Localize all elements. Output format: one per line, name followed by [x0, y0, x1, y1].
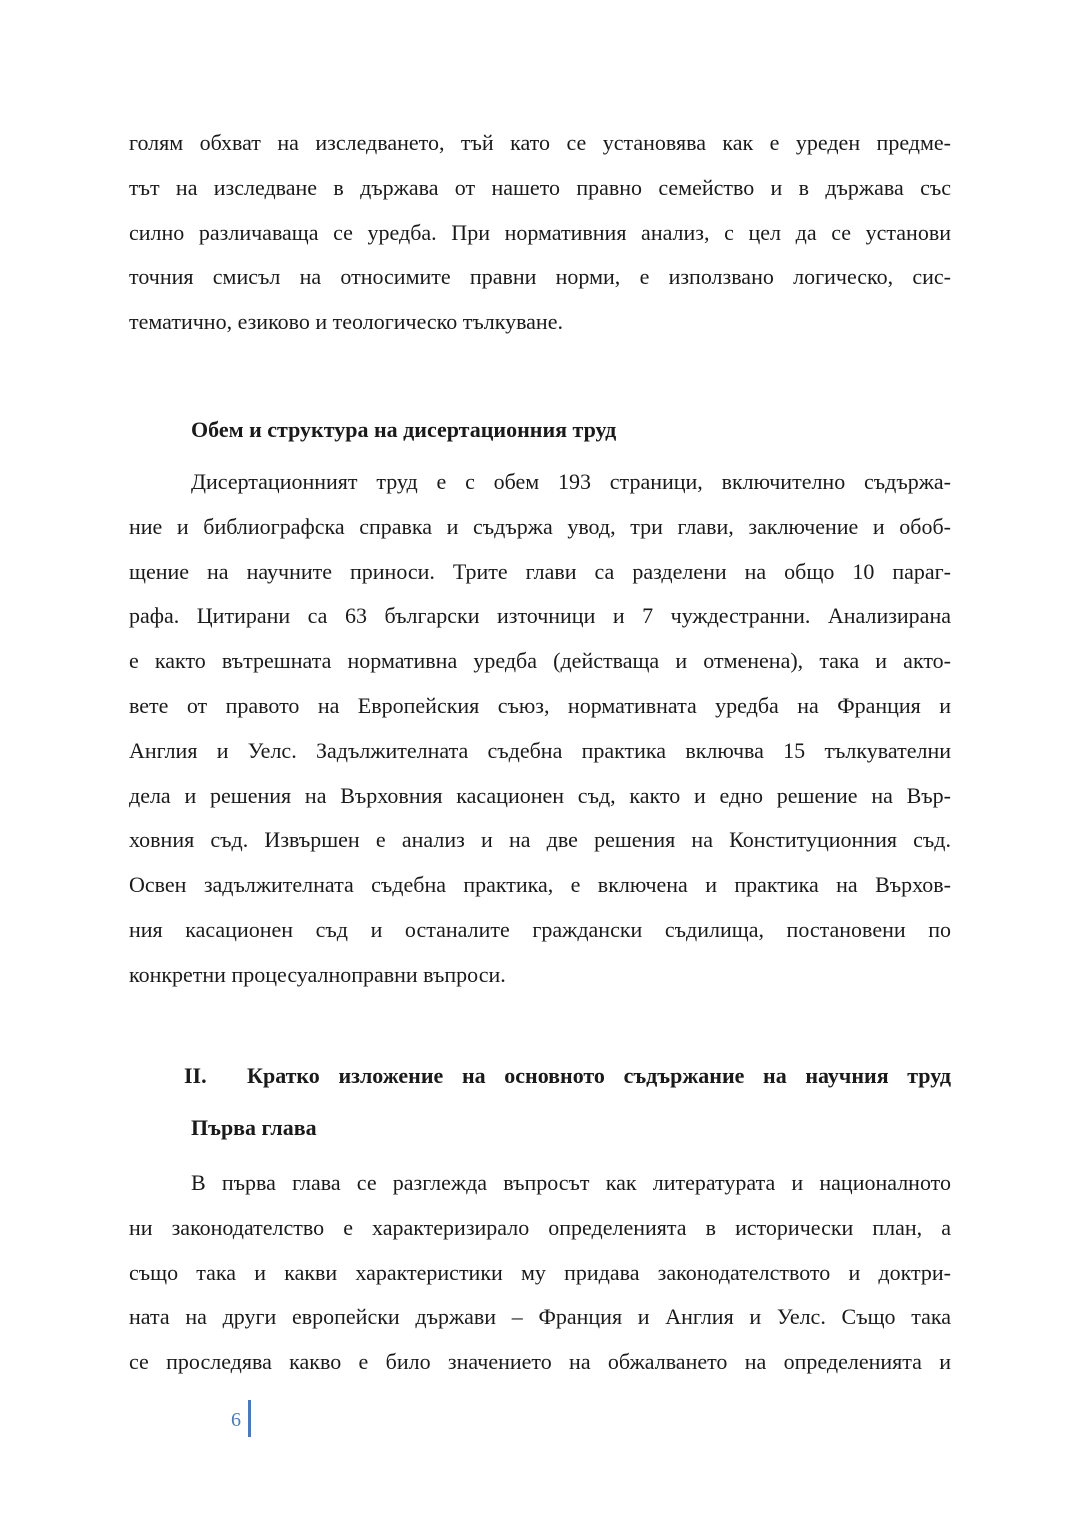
- text-line: Англия и Уелс. Задължителната съдебна практика включва 15 тълкувателни: [129, 737, 951, 763]
- text-line: ния касационен съд и останалите граждански съдилища, постановени по: [129, 916, 951, 942]
- section-title-text: Кратко изложение на основното съдържание на научния труд: [247, 1063, 951, 1088]
- paragraph-methodology: [129, 121, 951, 345]
- text-line: ната на други европейски държави – Франция и Англия и Уелс. Също така: [129, 1304, 951, 1330]
- text-line: е както вътрешната нормативна уредба (действаща и отменена), така и акто-: [129, 648, 951, 674]
- page-number: 6: [231, 1409, 241, 1431]
- page-number-bar: [248, 1400, 251, 1437]
- section-ii-heading: [129, 1054, 951, 1099]
- text-line: се проследява какво е било значението на обжалването на определенията и: [129, 1349, 951, 1375]
- text-line: конкретни процесуалноправни въпроси.: [129, 961, 506, 987]
- heading-volume-structure: [129, 408, 951, 453]
- section-heading: Обем и структура на дисертационния труд: [191, 417, 617, 442]
- section-title: [129, 1054, 951, 1099]
- text-line: дела и решения на Върховния касационен съд, както и едно решение на Вър-: [129, 782, 951, 808]
- text-line: тът на изследване в държава от нашето правно семейство и в държава със: [129, 174, 951, 200]
- text-line: ни законодателство е характеризирало определенията в исторически план, а: [129, 1214, 951, 1240]
- text-line: рафа. Цитирани са 63 български източници и 7 чуждестранни. Анализирана: [129, 603, 951, 629]
- section-number: II.: [184, 1063, 207, 1088]
- text-line: също така и какви характеристики му придава законодателството и доктри-: [129, 1259, 951, 1285]
- paragraph-volume: [129, 460, 951, 998]
- text-line: щение на научните приноси. Трите глави са разделени на общо 10 параг-: [129, 558, 951, 584]
- text-line: точния смисъл на относимите правни норми, е използвано логическо, сис-: [129, 264, 951, 290]
- text-line: ние и библиографска справка и съдържа увод, три глави, заключение и обоб-: [129, 513, 951, 539]
- text-line: голям обхват на изследването, тъй като се установява как е уреден предме-: [129, 130, 951, 155]
- heading-first-chapter: [129, 1106, 951, 1151]
- paragraph-first-chapter: [129, 1161, 951, 1385]
- text-line: Дисертационният труд е с обем 193 страници, включително съдържа-: [191, 469, 951, 494]
- text-line: вете от правото на Европейския съюз, нормативната уредба на Франция и: [129, 692, 951, 718]
- text-line: тематично, езиково и теологическо тълкуване.: [129, 309, 563, 335]
- text-line: силно различаваща се уредба. При нормативния анализ, с цел да се установи: [129, 219, 951, 245]
- chapter-heading: Първа глава: [191, 1115, 317, 1140]
- text-line: Освен задължителната съдебна практика, е включена и практика на Върхов-: [129, 872, 951, 898]
- text-line: В първа глава се разглежда въпросът как литературата и националното: [191, 1170, 951, 1195]
- text-line: ховния съд. Извършен е анализ и на две решения на Конституционния съд.: [129, 827, 951, 853]
